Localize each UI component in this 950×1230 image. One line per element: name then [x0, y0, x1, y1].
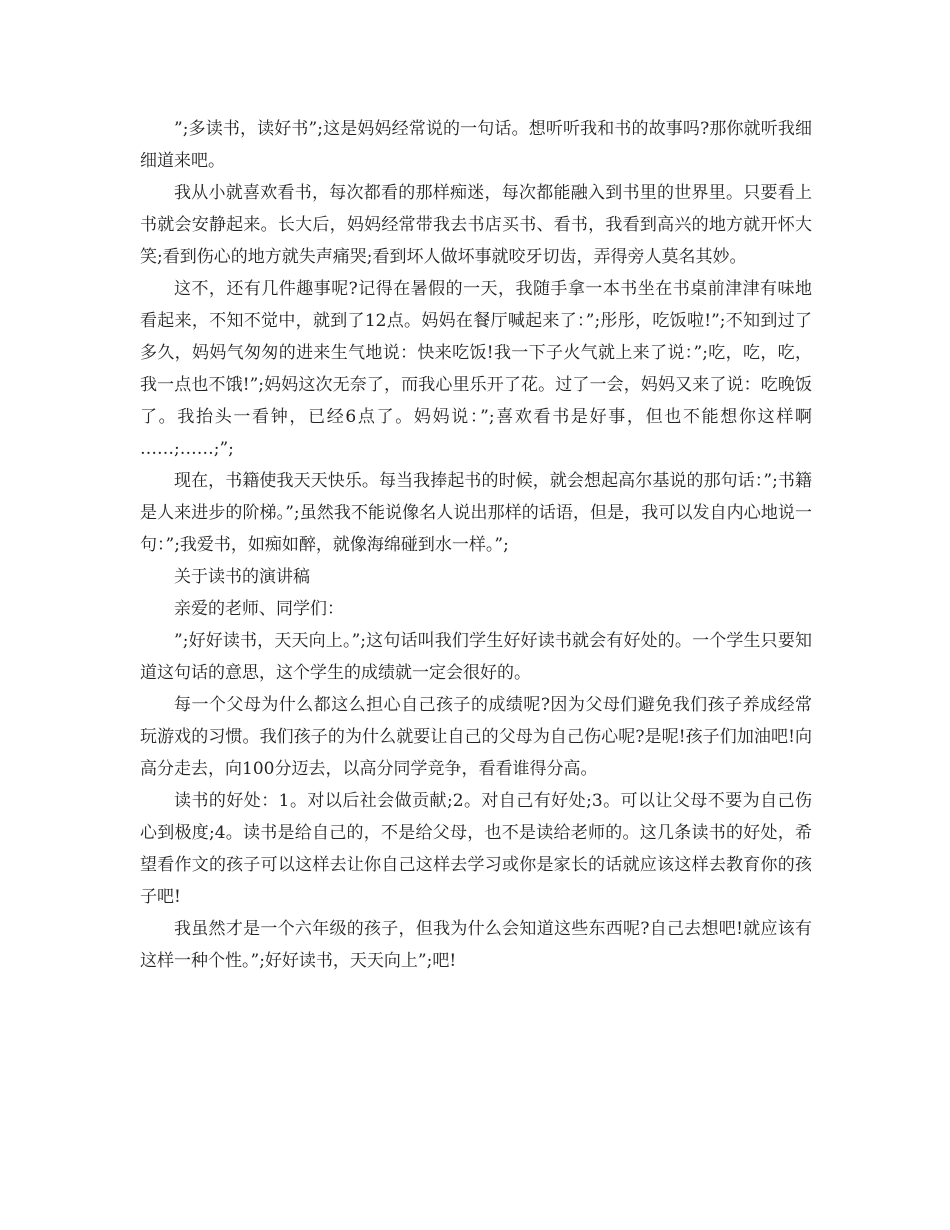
paragraph-5: ”;好好读书，天天向上。”;这句话叫我们学生好好读书就会有好处的。一个学生只要知道这句话的意思，这个学生的成绩就一定会很好的。	[140, 631, 812, 683]
paragraph-1: ”;多读书，读好书”;这是妈妈经常说的一句话。想听听我和书的故事吗?那你就听我细细道来吧。	[140, 119, 812, 171]
paragraph-7: 读书的好处：1。对以后社会做贡献;2。对自己有好处;3。可以让父母不要为自己伤心到极度;4。读书是给自己的，不是给父母，也不是读给老师的。这几条读书的好处，希望看作文的孩子可以这样去让你自己这样去学习或你是家长的话就应该这样去教育你的孩子吧!	[140, 791, 812, 907]
paragraph-4: 现在，书籍使我天天快乐。每当我捧起书的时候，就会想起高尔基说的那句话：”;书籍是人来进步的阶梯。”;虽然我不能说像名人说出那样的话语，但是，我可以发自内心地说一句：”;我爱书，如痴如醉，就像海绵碰到水一样。”;	[140, 471, 812, 555]
paragraph-6: 每一个父母为什么都这么担心自己孩子的成绩呢?因为父母们避免我们孩子养成经常玩游戏的习惯。我们孩子的为什么就要让自己的父母为自己伤心呢?是呢!孩子们加油吧!向高分走去，向100分迈去，以高分同学竞争，看看谁得分高。	[140, 695, 812, 779]
paragraph-3: 这不，还有几件趣事呢?记得在暑假的一天，我随手拿一本书坐在书桌前津津有味地看起来，不知不觉中，就到了12点。妈妈在餐厅喊起来了：”;彤彤，吃饭啦!”;不知到过了多久，妈妈气匆匆的进来生气地说：快来吃饭!我一下子火气就上来了说：”;吃，吃，吃，我一点也不饿!”;妈妈这次无奈了，而我心里乐开了花。过了一会，妈妈又来了说：吃晚饭了。我抬头一看钟，已经6点了。妈妈说：”;喜欢看书是好事，但也不能想你这样啊 ……;……;”;	[140, 279, 812, 459]
paragraph-2: 我从小就喜欢看书，每次都看的那样痴迷，每次都能融入到书里的世界里。只要看上书就会安静起来。长大后，妈妈经常带我去书店买书、看书，我看到高兴的地方就开怀大笑;看到伤心的地方就失声痛哭;看到坏人做坏事就咬牙切齿，弄得旁人莫名其妙。	[140, 183, 812, 267]
paragraph-8: 我虽然才是一个六年级的孩子，但我为什么会知道这些东西呢?自己去想吧!就应该有这样一种个性。”;好好读书，天天向上”;吧!	[140, 919, 812, 971]
speech-title: 关于读书的演讲稿	[174, 567, 310, 587]
document-body	[140, 113, 812, 977]
salutation: 亲爱的老师、同学们：	[174, 599, 344, 619]
